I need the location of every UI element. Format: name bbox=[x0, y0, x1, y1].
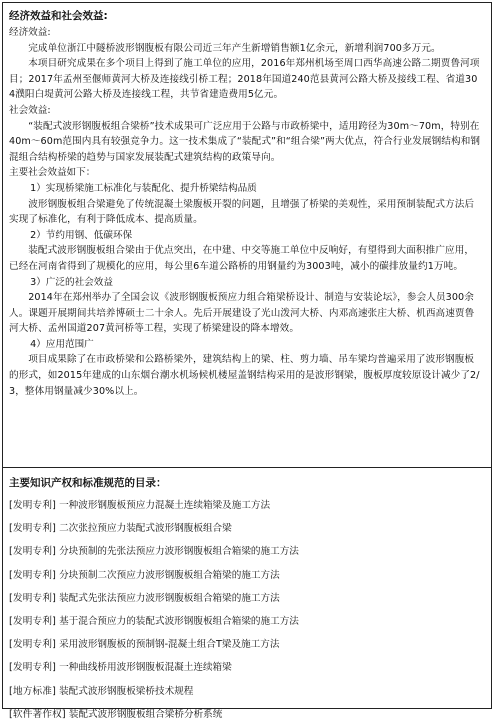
list-item bbox=[9, 610, 483, 633]
list-item bbox=[9, 680, 483, 703]
ip-name: 分块预制的先张法预应力波形钢腹板组合箱梁的施工方法 bbox=[59, 546, 299, 558]
ip-name: 一种波形钢腹板预应力混凝土连续箱梁及施工方法 bbox=[59, 500, 271, 511]
ip-type: [发明专利] bbox=[9, 500, 57, 511]
ip-type: [发明专利] bbox=[9, 662, 57, 674]
ip-catalog-list bbox=[9, 494, 483, 726]
list-item bbox=[9, 703, 483, 726]
economic-benefit-paragraph-1: 完成单位浙江中隧桥波形钢腹板有限公司近三年产生新增销售额1亿余元，新增利润700多万元。 bbox=[28, 42, 441, 54]
ip-type: [发明专利] bbox=[9, 616, 57, 628]
economic-benefit-label: 经济效益: bbox=[9, 27, 51, 38]
ip-name: 基于混合预应力的装配式波形钢腹板组合箱梁的施工方法 bbox=[59, 616, 299, 628]
economic-benefit-paragraph-2: 本项目研究成果在多个项目上得到了施工单位的应用，2016年郑州机场至周口西华高速公路二期贾鲁河项目；2017年孟州至偃师黄河大桥及连接线引桥工程；2018年国道240范县黄河公路大桥及接线工程、省道304濮阳白堤黄河公路大桥及连接线工程，共节省建造费用5亿元。 bbox=[9, 58, 480, 101]
ip-name: 分块预制二次预应力波形钢腹板组合箱梁的施工方法 bbox=[59, 569, 280, 581]
benefit-item-2-body: 装配式波形钢腹板组合梁由于优点突出，在中建、中交等施工单位中反响好，有望得到大面积推广应用，已经在河南省得到了规模化的应用，每公里6车道公路桥的用钢量约为3003吨，减小的碳排放量约1万吨。 bbox=[9, 245, 475, 272]
benefit-item-3-heading: 3）广泛的社会效益 bbox=[30, 276, 113, 288]
ip-name: 装配式波形钢腹板梁桥技术规程 bbox=[59, 685, 194, 697]
list-item bbox=[9, 633, 483, 656]
list-item bbox=[9, 564, 483, 587]
social-benefit-label: 社会效益: bbox=[9, 104, 51, 116]
list-item bbox=[9, 517, 483, 540]
benefit-item-4-heading: 4）应用范围广 bbox=[30, 338, 94, 350]
social-benefit-paragraph: “装配式波形钢腹板组合梁桥”技术成果可广泛应用于公路与市政桥梁中，适用跨径为30m～70m，特别在40m～60m范围内具有较强竞争力。这一技术集成了“装配式”和“组合梁”两大优点，符合行业发展钢结构和钢混组合结构桥梁的趋势与国家发展装配式建筑结构的政策导向。 bbox=[9, 120, 481, 163]
list-item bbox=[9, 656, 483, 679]
benefit-item-1-body: 波形钢腹板组合梁避免了传统混凝土梁腹板开裂的问题，且增强了桥梁的美观性，采用预制装配式方法后实现了标准化，有利于降低成本、提高质量。 bbox=[9, 198, 475, 226]
ip-type: [发明专利] bbox=[9, 546, 57, 558]
list-item bbox=[9, 540, 483, 563]
ip-type: [发明专利] bbox=[9, 523, 57, 535]
ip-name: 二次张拉预应力装配式波形钢腹板组合梁 bbox=[59, 523, 232, 535]
ip-type: [发明专利] bbox=[9, 639, 57, 651]
benefit-item-1-heading: 1）实现桥梁施工标准化与装配化、提升桥梁结构品质 bbox=[30, 182, 257, 194]
table-frame bbox=[2, 2, 492, 720]
ip-name: 一种曲线桥用波形钢腹板混凝土连续箱梁 bbox=[59, 662, 232, 674]
ip-type: [地方标准] bbox=[9, 685, 57, 697]
ip-type: [软件著作权] bbox=[9, 708, 66, 720]
ip-catalog-title: 主要知识产权和标准规范的目录： bbox=[9, 477, 167, 489]
ip-name: 采用波形钢腹板的预制钢-混凝土组合T梁及施工方法 bbox=[59, 639, 280, 651]
list-item bbox=[9, 587, 483, 610]
ip-catalog-section bbox=[3, 468, 491, 720]
benefits-title: 经济效益和社会效益: bbox=[9, 10, 108, 22]
ip-name: 装配式波形钢腹板组合梁桥分析系统 bbox=[68, 708, 223, 720]
benefit-item-2-heading: 2）节约用钢、低碳环保 bbox=[30, 229, 133, 241]
benefits-section bbox=[3, 3, 491, 468]
list-item bbox=[9, 494, 483, 517]
ip-type: [发明专利] bbox=[9, 569, 57, 581]
benefit-item-3-body: 2014年在郑州举办了全国会议《波形钢腹板预应力组合箱梁桥设计、制造与安装论坛》，参会人员300余人。课题开展期间共培养博硕士二十余人。先后开展建设了光山泼河大桥、内邓高速张庄大桥、机西高速贾鲁河大桥、孟州国道207黄河桥等工程，实现了桥梁建设的降本增效。 bbox=[9, 292, 475, 335]
benefit-item-4-body: 项目成果除了在市政桥梁和公路桥梁外，建筑结构上的梁、柱、剪力墙、吊车梁均普遍采用了波形钢腹板的形式，如2015年建成的山东烟台潮水机场候机楼屋盖钢结构采用的是波形钢梁，腹板厚度较原设计减少了2/3，整体用钢量减少30%以上。 bbox=[9, 354, 480, 397]
ip-name: 装配式先张法预应力波形钢腹板组合箱梁的施工方法 bbox=[59, 592, 280, 604]
main-social-benefits-label: 主要社会效益如下： bbox=[9, 167, 96, 179]
ip-type: [发明专利] bbox=[9, 592, 57, 604]
